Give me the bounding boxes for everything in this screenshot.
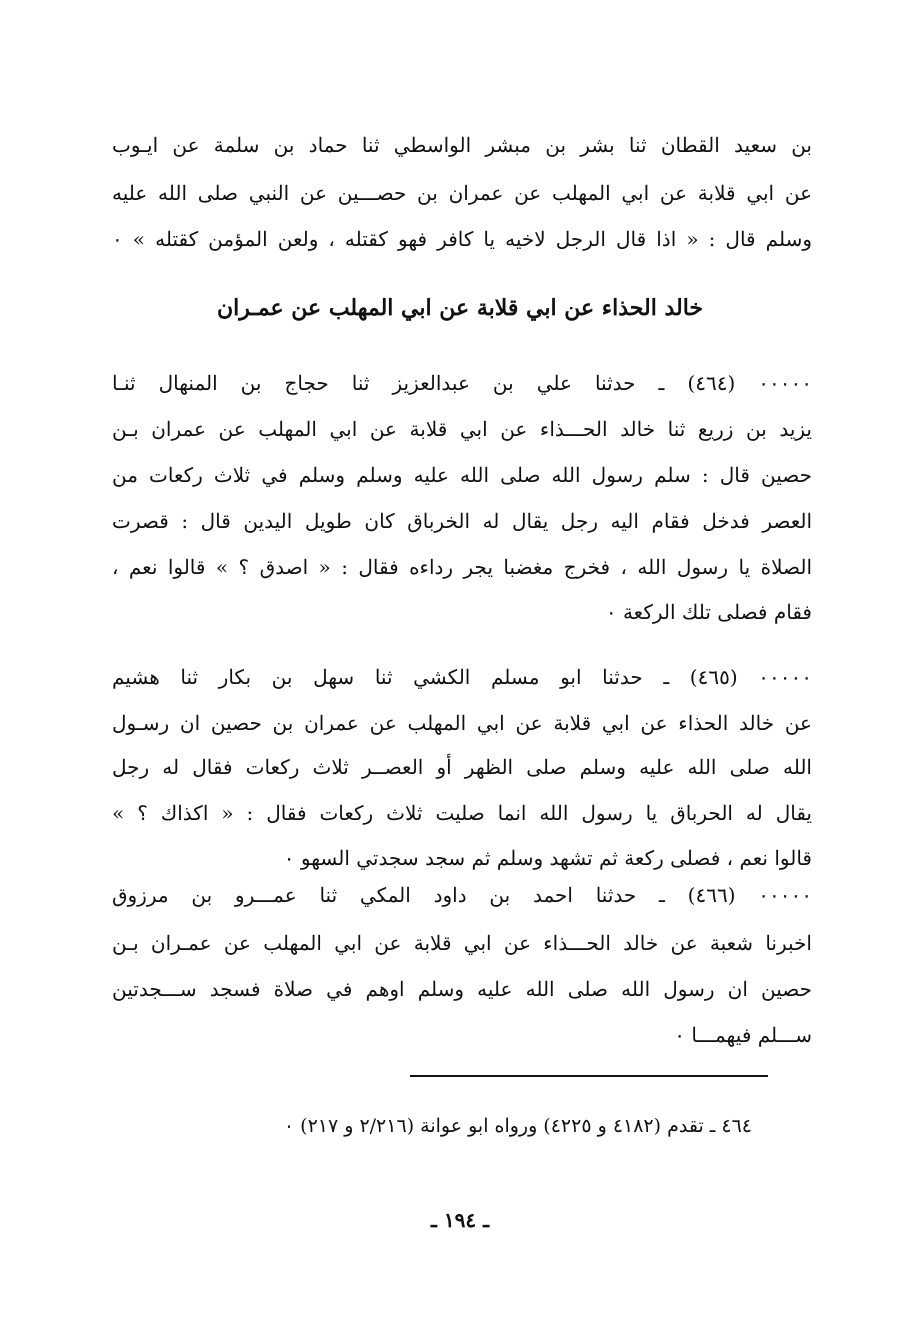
text-line: ٠٠٠٠٠ (٤٦٥) ـ حدثنا ابو مسلم الكشي ثنا سهل بن بكار ثنا هشيم (112, 665, 812, 689)
text-line: اخبرنا شعبة عن خالد الحـــذاء عن ابي قلابة عن ابي المهلب عن عمـران بـن (112, 931, 812, 955)
section-heading: خالد الحذاء عن ابي قلابة عن ابي المهلب عن عمـران (216, 295, 704, 321)
text-line: فقام فصلى تلك الركعة ٠ (605, 600, 812, 624)
text-line: قالوا نعم ، فصلى ركعة ثم تشهد وسلم ثم سجد سجدتي السهو ٠ (283, 846, 812, 870)
text-line: وسلم قال : « اذا قال الرجل لاخيه يا كافر فهو كقتله ، ولعن المؤمن كقتله » ٠ (112, 227, 812, 251)
text-line: ٠٠٠٠٠ (٤٦٤) ـ حدثنا علي بن عبدالعزيز ثنا حجاج بن المنهال ثنـا (112, 371, 812, 395)
footnote-separator (410, 1075, 768, 1077)
text-line: العصر فدخل فقام اليه رجل يقال له الخرباق كان طويل اليدين قال : قصرت (112, 509, 812, 533)
text-line: ٠٠٠٠٠ (٤٦٦) ـ حدثنا احمد بن داود المكي ثنا عمـــرو بن مرزوق (112, 883, 812, 907)
page-number: ـ ١٩٤ ـ (431, 1208, 489, 1232)
text-line: عن ابي قلابة عن ابي المهلب عن عمران بن حصـــين عن النبي صلى الله عليه (112, 181, 812, 205)
text-line: يقال له الحرباق يا رسول الله انما صليت ثلاث ركعات فقال : « اكذاك ؟ » (112, 801, 812, 825)
text-line: يزيد بن زريع ثنا خالد الحـــذاء عن ابي قلابة عن ابي المهلب عن عمران بـن (112, 417, 812, 441)
text-line: بن سعيد القطان ثنا بشر بن مبشر الواسطي ثنا حماد بن سلمة عن ايـوب (112, 133, 812, 157)
text-line: ســـلم فيهمـــا ٠ (674, 1023, 812, 1047)
text-line: عن خالد الحذاء عن ابي قلابة عن ابي المهلب عن عمران بن حصين ان رسـول (112, 711, 812, 735)
text-line: الله صلى الله عليه وسلم صلى الظهر أو العصــر ثلاث ركعات فقال له رجل (112, 755, 812, 779)
footnote: ٤٦٤ ـ تقدم (٤١٨٢ و ٤٢٢٥) ورواه ابو عوانة (٢/٢١٦ و ٢١٧) ٠ (283, 1115, 752, 1137)
text-line: حصين قال : سلم رسول الله صلى الله عليه وسلم وسلم في ثلاث ركعات من (112, 463, 812, 487)
text-line: الصلاة يا رسول الله ، فخرج مغضبا يجر رداءه فقال : « اصدق ؟ » قالوا نعم ، (112, 555, 812, 579)
text-line: حصين ان رسول الله صلى الله عليه وسلم اوهم في صلاة فسجد ســـجدتين (112, 977, 812, 1001)
